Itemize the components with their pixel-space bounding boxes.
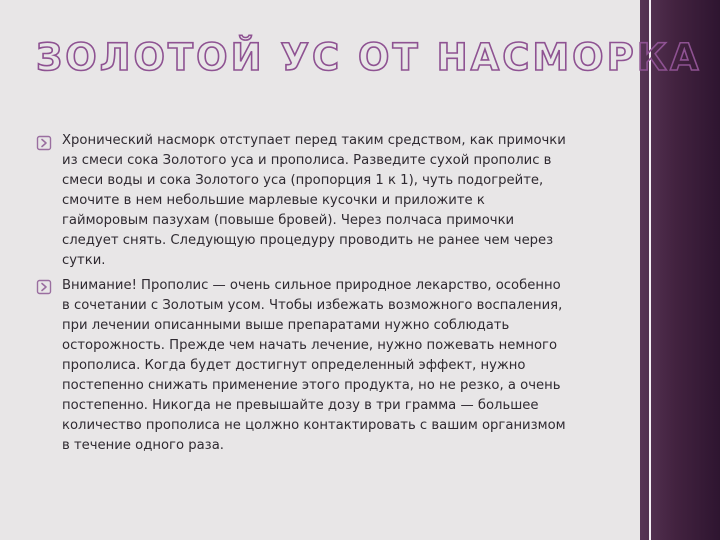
bullet-text-line: Хронический насморк отступает перед таким средством, как примочки	[62, 133, 566, 148]
bullet-text-line: осторожность. Прежде чем начать лечение, нужно пожевать немного	[62, 338, 558, 353]
bullet-text-line: постепенно. Никогда не превышайте дозу в три грамма — большее	[62, 398, 539, 413]
bullet-text-line: количество прополиса не цолжно контактировать с вашим организмом	[62, 418, 566, 433]
bullet-text-line: сутки.	[62, 253, 106, 268]
bullet-glyph-icon	[36, 279, 52, 295]
bullet-text-line: в сочетании с Золотым усом. Чтобы избежать возможного воспаления,	[62, 298, 563, 313]
side-decorative-band	[640, 0, 720, 540]
bullet-text-line: смочите в нем небольшие марлевые кусочки и приложите к	[62, 193, 485, 208]
bullet-text-line: в течение одного раза.	[62, 438, 224, 453]
bullet-text-line: прополиса. Когда будет достигнут определенный эффект, нужно	[62, 358, 526, 373]
bullet-text-line: следует снять. Следующую процедуру проводить не ранее чем через	[62, 233, 554, 248]
slide-title: ЗОЛОТОЙ УС ОТ НАСМОРКА	[36, 36, 702, 79]
bullet-text-line: из смеси сока Золотого уса и прополиса. Разведите сухой прополис в	[62, 153, 552, 168]
bullet-text-line: постепенно снижать применение этого продукта, но не резко, а очень	[62, 378, 561, 393]
bullet-text-line: смеси воды и сока Золотого уса (пропорция 1 к 1), чуть подогрейте,	[62, 173, 544, 188]
bullet-text-line: Внимание! Прополис — очень сильное природное лекарство, особенно	[62, 278, 561, 293]
bullet-glyph-icon	[36, 135, 52, 151]
side-divider-line	[649, 0, 651, 540]
bullet-text-line: гайморовым пазухам (повыше бровей). Через полчаса примочки	[62, 213, 515, 228]
bullet-text-line: при лечении описанными выше препаратами нужно соблюдать	[62, 318, 510, 333]
